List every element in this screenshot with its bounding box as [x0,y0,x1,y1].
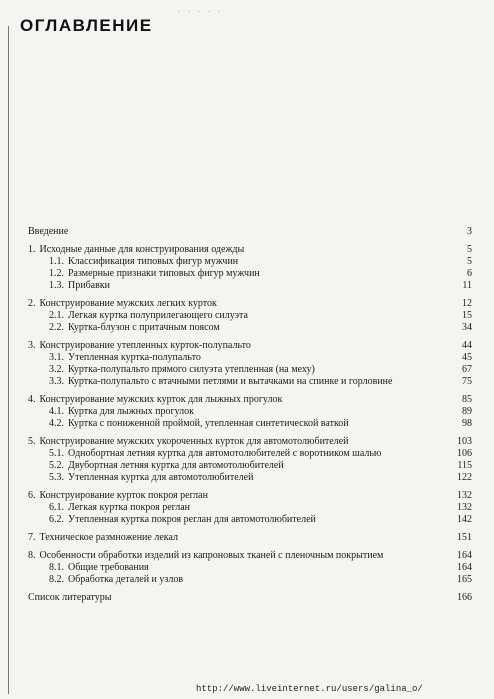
toc-entry-number: 4.1. [49,406,64,417]
toc-entry-title [49,322,472,334]
toc-entry-text: Куртка-полупальто прямого силуэта утепленная (на меху) [68,364,315,375]
toc-page-number: 132 [457,490,472,501]
toc-page-number: 132 [457,502,472,513]
toc-page-number: 89 [462,406,472,417]
toc-section[interactable] [28,340,472,352]
toc-entry-number: 5.1. [49,448,64,459]
toc-subsection[interactable] [28,502,472,514]
toc-entry-text: Конструирование утепленных курток-полупальто [39,340,251,351]
toc-page-number: 164 [457,550,472,561]
toc-page-number: 98 [462,418,472,429]
toc-entry-text: Куртка-полупальто с втачными петлями и вытачками на спинке и горловине [68,376,393,387]
toc-subsection[interactable] [28,256,472,268]
toc-entry-title [49,472,472,484]
toc-entry-number: 3. [28,340,36,351]
toc-page-number: 45 [462,352,472,363]
toc-entry-title [28,532,472,544]
toc-entry-number: 2. [28,298,36,309]
toc-subsection[interactable] [28,322,472,334]
toc-entry-title [28,550,472,562]
toc-entry-text: Исходные данные для конструирования одежды [39,244,245,255]
toc-subsection[interactable] [28,364,472,376]
toc-entry-number: 3.3. [49,376,64,387]
header-dots: . . . . . [178,5,223,14]
toc-entry-number: 8.1. [49,562,64,573]
toc-section[interactable] [28,244,472,256]
toc-section[interactable] [28,490,472,502]
toc-entry-title [49,406,472,418]
toc-entry-title [49,280,472,292]
toc-entry-title [28,490,472,502]
toc-entry-number: 5. [28,436,36,447]
toc-entry-number: 1. [28,244,36,255]
toc-section[interactable] [28,532,472,544]
toc-entry-text: Двубортная летняя куртка для автомотолюбителей [68,460,284,471]
toc-entry-title [28,394,472,406]
toc-entry-title [49,460,472,472]
toc-page-number: 67 [462,364,472,375]
toc-entry-title [49,418,472,430]
toc-entry-text: Легкая куртка покроя реглан [68,502,191,513]
toc-section[interactable] [28,436,472,448]
toc-entry-title [28,436,472,448]
toc-entry-text: Классификация типовых фигур мужчин [68,256,239,267]
toc-page-number: 166 [457,592,472,603]
toc-page-number: 75 [462,376,472,387]
toc-entry-title [49,574,472,586]
toc-subsection[interactable] [28,352,472,364]
toc-entry-title [49,352,472,364]
toc-subsection[interactable] [28,460,472,472]
toc-entry-number: 4. [28,394,36,405]
toc-subsection[interactable] [28,574,472,586]
toc-section[interactable] [28,394,472,406]
toc-page-number: 5 [467,256,472,267]
toc-entry-title [49,256,472,268]
toc-page-number: 103 [457,436,472,447]
toc-entry-title [49,448,472,460]
toc-section[interactable] [28,550,472,562]
toc-subsection[interactable] [28,310,472,322]
toc-entry-number: 6.1. [49,502,64,513]
table-of-contents [28,226,472,604]
toc-page-number: 3 [467,226,472,237]
toc-subsection[interactable] [28,562,472,574]
toc-entry-text: Утепленная куртка-полупальто [68,352,201,363]
toc-entry-number: 6. [28,490,36,501]
toc-entry-text: Размерные признаки типовых фигур мужчин [68,268,260,279]
toc-entry-title [49,502,472,514]
toc-entry-text: Прибавки [68,280,111,291]
toc-section[interactable] [28,592,472,604]
page-title: ОГЛАВЛЕНИЕ [20,16,153,35]
toc-entry-text: Куртка с пониженной проймой, утепленная синтетической ваткой [68,418,349,429]
source-url[interactable]: http://www.liveinternet.ru/users/galina_o/ [196,684,423,694]
toc-page-number: 44 [462,340,472,351]
toc-entry-number: 1.2. [49,268,64,279]
toc-subsection[interactable] [28,418,472,430]
toc-entry-number: 1.3. [49,280,64,291]
toc-subsection[interactable] [28,268,472,280]
toc-entry-title [28,592,472,604]
toc-subsection[interactable] [28,472,472,484]
toc-entry-text: Особенности обработки изделий из капроновых тканей с пленочным покрытием [39,550,384,561]
toc-entry-text: Куртка-блузон с притачным поясом [68,322,220,333]
toc-page-number: 165 [457,574,472,585]
toc-page-number: 6 [467,268,472,279]
toc-entry-title [28,226,472,238]
toc-page-number: 85 [462,394,472,405]
toc-page-number: 12 [462,298,472,309]
toc-entry-text: Конструирование курток покроя реглан [39,490,208,501]
toc-entry-text: Техническое размножение лекал [39,532,178,543]
toc-page-number: 15 [462,310,472,321]
toc-entry-title [49,514,472,526]
toc-entry-title [49,310,472,322]
toc-entry-text: Обработка деталей и узлов [68,574,184,585]
toc-entry-title [28,298,472,310]
toc-entry-number: 3.1. [49,352,64,363]
toc-entry-text: Конструирование мужских укороченных курток для автомотолюбителей [39,436,349,447]
toc-entry-number: 5.2. [49,460,64,471]
toc-entry-number: 8. [28,550,36,561]
toc-page-number: 34 [462,322,472,333]
toc-page-number: 142 [457,514,472,525]
toc-page-number: 5 [467,244,472,255]
toc-page-number: 106 [457,448,472,459]
toc-entry-number: 3.2. [49,364,64,375]
toc-entry-title [28,244,472,256]
toc-entry-number: 2.2. [49,322,64,333]
toc-entry-number: 1.1. [49,256,64,267]
toc-entry-text: Список литературы [28,592,112,603]
toc-page-number: 164 [457,562,472,573]
toc-section[interactable] [28,226,472,238]
toc-subsection[interactable] [28,406,472,418]
toc-entry-text: Общие требования [68,562,149,573]
toc-entry-title [49,376,472,388]
toc-entry-number: 5.3. [49,472,64,483]
toc-entry-number: 7. [28,532,36,543]
toc-entry-text: Куртка для лыжных прогулок [68,406,195,417]
toc-entry-title [49,268,472,280]
toc-entry-number: 4.2. [49,418,64,429]
toc-page-number: 122 [457,472,472,483]
toc-section[interactable] [28,298,472,310]
page-edge-line [8,26,9,694]
toc-entry-number: 2.1. [49,310,64,321]
toc-subsection[interactable] [28,280,472,292]
toc-entry-text: Утепленная куртка покроя реглан для автомотолюбителей [68,514,316,525]
toc-entry-text: Конструирование мужских легких курток [39,298,217,309]
toc-subsection[interactable] [28,448,472,460]
toc-entry-text: Утепленная куртка для автомотолюбителей [68,472,254,483]
toc-entry-title [49,364,472,376]
toc-entry-text: Легкая куртка полуприлегающего силуэта [68,310,248,321]
toc-page-number: 115 [457,460,472,471]
toc-subsection[interactable] [28,514,472,526]
toc-entry-text: Введение [28,226,69,237]
toc-entry-number: 8.2. [49,574,64,585]
toc-entry-text: Конструирование мужских курток для лыжных прогулок [39,394,283,405]
toc-entry-number: 6.2. [49,514,64,525]
toc-entry-text: Однобортная летняя куртка для автомотолюбителей с воротником шалью [68,448,382,459]
toc-subsection[interactable] [28,376,472,388]
toc-page-number: 11 [462,280,472,291]
toc-entry-title [28,340,472,352]
toc-entry-title [49,562,472,574]
toc-page-number: 151 [457,532,472,543]
